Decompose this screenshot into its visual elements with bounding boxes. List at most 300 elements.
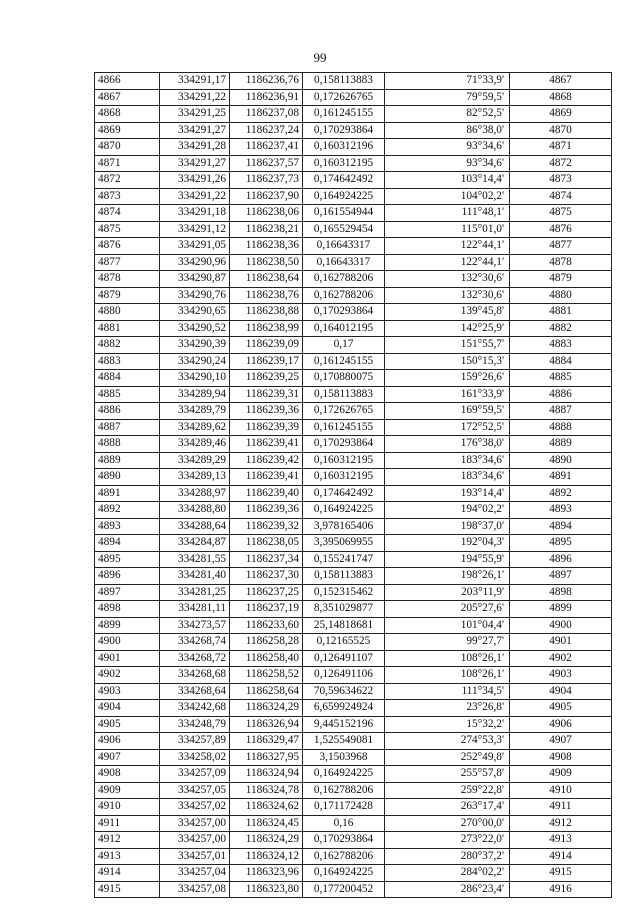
x-coordinate-cell: 334242,68 bbox=[160, 700, 230, 717]
next-point-cell: 4910 bbox=[510, 782, 612, 799]
next-point-cell: 4877 bbox=[510, 238, 612, 255]
next-point-cell: 4893 bbox=[510, 502, 612, 519]
next-point-cell: 4890 bbox=[510, 452, 612, 469]
direction-angle-cell: 169°59,5' bbox=[385, 403, 510, 420]
y-coordinate-cell: 1186258,64 bbox=[230, 683, 303, 700]
distance-cell: 9,445152196 bbox=[303, 716, 385, 733]
direction-angle-cell: 71°33,9' bbox=[385, 73, 510, 90]
next-point-cell: 4871 bbox=[510, 139, 612, 156]
direction-angle-cell: 115°01,0' bbox=[385, 221, 510, 238]
table-row bbox=[95, 766, 612, 783]
direction-angle-cell: 194°55,9' bbox=[385, 551, 510, 568]
x-coordinate-cell: 334291,26 bbox=[160, 172, 230, 189]
distance-cell: 0,174642492 bbox=[303, 485, 385, 502]
distance-cell: 0,160312196 bbox=[303, 139, 385, 156]
table-row bbox=[95, 634, 612, 651]
point-number-cell: 4885 bbox=[95, 386, 160, 403]
next-point-cell: 4908 bbox=[510, 749, 612, 766]
x-coordinate-cell: 334288,80 bbox=[160, 502, 230, 519]
x-coordinate-cell: 334290,24 bbox=[160, 353, 230, 370]
next-point-cell: 4869 bbox=[510, 106, 612, 123]
point-number-cell: 4909 bbox=[95, 782, 160, 799]
x-coordinate-cell: 334289,13 bbox=[160, 469, 230, 486]
point-number-cell: 4883 bbox=[95, 353, 160, 370]
point-number-cell: 4904 bbox=[95, 700, 160, 717]
y-coordinate-cell: 1186323,80 bbox=[230, 881, 303, 898]
point-number-cell: 4907 bbox=[95, 749, 160, 766]
point-number-cell: 4884 bbox=[95, 370, 160, 387]
y-coordinate-cell: 1186239,42 bbox=[230, 452, 303, 469]
y-coordinate-cell: 1186236,91 bbox=[230, 89, 303, 106]
x-coordinate-cell: 334268,64 bbox=[160, 683, 230, 700]
x-coordinate-cell: 334257,09 bbox=[160, 766, 230, 783]
table-row bbox=[95, 221, 612, 238]
table-row bbox=[95, 716, 612, 733]
x-coordinate-cell: 334281,40 bbox=[160, 568, 230, 585]
next-point-cell: 4899 bbox=[510, 601, 612, 618]
direction-angle-cell: 111°34,5' bbox=[385, 683, 510, 700]
direction-angle-cell: 273°22,0' bbox=[385, 832, 510, 849]
table-row bbox=[95, 205, 612, 222]
next-point-cell: 4892 bbox=[510, 485, 612, 502]
point-number-cell: 4878 bbox=[95, 271, 160, 288]
distance-cell: 0,160312195 bbox=[303, 469, 385, 486]
direction-angle-cell: 132°30,6' bbox=[385, 271, 510, 288]
direction-angle-cell: 252°49,8' bbox=[385, 749, 510, 766]
y-coordinate-cell: 1186258,40 bbox=[230, 650, 303, 667]
point-number-cell: 4874 bbox=[95, 205, 160, 222]
distance-cell: 0,158113883 bbox=[303, 568, 385, 585]
direction-angle-cell: 198°26,1' bbox=[385, 568, 510, 585]
next-point-cell: 4901 bbox=[510, 634, 612, 651]
point-number-cell: 4912 bbox=[95, 832, 160, 849]
y-coordinate-cell: 1186238,99 bbox=[230, 320, 303, 337]
direction-angle-cell: 101°04,4' bbox=[385, 617, 510, 634]
next-point-cell: 4909 bbox=[510, 766, 612, 783]
x-coordinate-cell: 334289,79 bbox=[160, 403, 230, 420]
table-row bbox=[95, 683, 612, 700]
direction-angle-cell: 280°37,2' bbox=[385, 848, 510, 865]
y-coordinate-cell: 1186238,50 bbox=[230, 254, 303, 271]
point-number-cell: 4873 bbox=[95, 188, 160, 205]
point-number-cell: 4887 bbox=[95, 419, 160, 436]
distance-cell: 0,155241747 bbox=[303, 551, 385, 568]
direction-angle-cell: 176°38,0' bbox=[385, 436, 510, 453]
distance-cell: 0,161245155 bbox=[303, 106, 385, 123]
y-coordinate-cell: 1186239,17 bbox=[230, 353, 303, 370]
x-coordinate-cell: 334281,55 bbox=[160, 551, 230, 568]
next-point-cell: 4897 bbox=[510, 568, 612, 585]
point-number-cell: 4867 bbox=[95, 89, 160, 106]
table-row bbox=[95, 617, 612, 634]
x-coordinate-cell: 334290,65 bbox=[160, 304, 230, 321]
x-coordinate-cell: 334289,29 bbox=[160, 452, 230, 469]
distance-cell: 0,172626765 bbox=[303, 403, 385, 420]
direction-angle-cell: 183°34,6' bbox=[385, 452, 510, 469]
direction-angle-cell: 139°45,8' bbox=[385, 304, 510, 321]
table-row bbox=[95, 535, 612, 552]
point-number-cell: 4906 bbox=[95, 733, 160, 750]
distance-cell: 0,152315462 bbox=[303, 584, 385, 601]
point-number-cell: 4915 bbox=[95, 881, 160, 898]
next-point-cell: 4902 bbox=[510, 650, 612, 667]
table-row bbox=[95, 155, 612, 172]
direction-angle-cell: 263°17,4' bbox=[385, 799, 510, 816]
distance-cell: 0,164924225 bbox=[303, 766, 385, 783]
y-coordinate-cell: 1186324,94 bbox=[230, 766, 303, 783]
table-row bbox=[95, 832, 612, 849]
next-point-cell: 4905 bbox=[510, 700, 612, 717]
distance-cell: 1,525549081 bbox=[303, 733, 385, 750]
table-row bbox=[95, 353, 612, 370]
y-coordinate-cell: 1186238,88 bbox=[230, 304, 303, 321]
distance-cell: 6,659924924 bbox=[303, 700, 385, 717]
x-coordinate-cell: 334291,28 bbox=[160, 139, 230, 156]
x-coordinate-cell: 334290,87 bbox=[160, 271, 230, 288]
x-coordinate-cell: 334257,04 bbox=[160, 865, 230, 882]
table-row bbox=[95, 89, 612, 106]
x-coordinate-cell: 334257,00 bbox=[160, 832, 230, 849]
point-number-cell: 4892 bbox=[95, 502, 160, 519]
next-point-cell: 4916 bbox=[510, 881, 612, 898]
direction-angle-cell: 274°53,3' bbox=[385, 733, 510, 750]
y-coordinate-cell: 1186237,25 bbox=[230, 584, 303, 601]
distance-cell: 0,170293864 bbox=[303, 436, 385, 453]
x-coordinate-cell: 334290,52 bbox=[160, 320, 230, 337]
direction-angle-cell: 255°57,8' bbox=[385, 766, 510, 783]
point-number-cell: 4870 bbox=[95, 139, 160, 156]
table-row bbox=[95, 403, 612, 420]
table-row bbox=[95, 667, 612, 684]
direction-angle-cell: 198°37,0' bbox=[385, 518, 510, 535]
distance-cell: 0,126491106 bbox=[303, 667, 385, 684]
point-number-cell: 4897 bbox=[95, 584, 160, 601]
direction-angle-cell: 205°27,6' bbox=[385, 601, 510, 618]
distance-cell: 0,170880075 bbox=[303, 370, 385, 387]
next-point-cell: 4885 bbox=[510, 370, 612, 387]
table-row bbox=[95, 271, 612, 288]
y-coordinate-cell: 1186238,36 bbox=[230, 238, 303, 255]
point-number-cell: 4868 bbox=[95, 106, 160, 123]
y-coordinate-cell: 1186239,41 bbox=[230, 436, 303, 453]
y-coordinate-cell: 1186239,36 bbox=[230, 403, 303, 420]
table-row bbox=[95, 799, 612, 816]
next-point-cell: 4891 bbox=[510, 469, 612, 486]
direction-angle-cell: 122°44,1' bbox=[385, 254, 510, 271]
table-row bbox=[95, 139, 612, 156]
coordinates-table-body bbox=[95, 73, 612, 898]
point-number-cell: 4914 bbox=[95, 865, 160, 882]
x-coordinate-cell: 334268,68 bbox=[160, 667, 230, 684]
y-coordinate-cell: 1186324,29 bbox=[230, 700, 303, 717]
direction-angle-cell: 286°23,4' bbox=[385, 881, 510, 898]
x-coordinate-cell: 334257,00 bbox=[160, 815, 230, 832]
point-number-cell: 4881 bbox=[95, 320, 160, 337]
distance-cell: 0,172626765 bbox=[303, 89, 385, 106]
next-point-cell: 4903 bbox=[510, 667, 612, 684]
distance-cell: 0,162788206 bbox=[303, 782, 385, 799]
y-coordinate-cell: 1186327,95 bbox=[230, 749, 303, 766]
distance-cell: 0,16 bbox=[303, 815, 385, 832]
table-row bbox=[95, 320, 612, 337]
next-point-cell: 4887 bbox=[510, 403, 612, 420]
direction-angle-cell: 193°14,4' bbox=[385, 485, 510, 502]
table-row bbox=[95, 304, 612, 321]
y-coordinate-cell: 1186239,31 bbox=[230, 386, 303, 403]
next-point-cell: 4907 bbox=[510, 733, 612, 750]
direction-angle-cell: 132°30,6' bbox=[385, 287, 510, 304]
next-point-cell: 4914 bbox=[510, 848, 612, 865]
y-coordinate-cell: 1186238,76 bbox=[230, 287, 303, 304]
y-coordinate-cell: 1186324,78 bbox=[230, 782, 303, 799]
y-coordinate-cell: 1186237,19 bbox=[230, 601, 303, 618]
distance-cell: 0,177200452 bbox=[303, 881, 385, 898]
point-number-cell: 4905 bbox=[95, 716, 160, 733]
point-number-cell: 4872 bbox=[95, 172, 160, 189]
x-coordinate-cell: 334288,64 bbox=[160, 518, 230, 535]
next-point-cell: 4888 bbox=[510, 419, 612, 436]
y-coordinate-cell: 1186239,32 bbox=[230, 518, 303, 535]
point-number-cell: 4901 bbox=[95, 650, 160, 667]
table-row bbox=[95, 782, 612, 799]
direction-angle-cell: 15°32,2' bbox=[385, 716, 510, 733]
next-point-cell: 4870 bbox=[510, 122, 612, 139]
distance-cell: 3,1503968 bbox=[303, 749, 385, 766]
y-coordinate-cell: 1186238,06 bbox=[230, 205, 303, 222]
table-row bbox=[95, 106, 612, 123]
x-coordinate-cell: 334288,97 bbox=[160, 485, 230, 502]
table-row bbox=[95, 485, 612, 502]
direction-angle-cell: 23°26,8' bbox=[385, 700, 510, 717]
direction-angle-cell: 172°52,5' bbox=[385, 419, 510, 436]
point-number-cell: 4869 bbox=[95, 122, 160, 139]
direction-angle-cell: 192°04,3' bbox=[385, 535, 510, 552]
point-number-cell: 4902 bbox=[95, 667, 160, 684]
direction-angle-cell: 108°26,1' bbox=[385, 667, 510, 684]
x-coordinate-cell: 334289,62 bbox=[160, 419, 230, 436]
point-number-cell: 4908 bbox=[95, 766, 160, 783]
distance-cell: 0,158113883 bbox=[303, 386, 385, 403]
table-row bbox=[95, 733, 612, 750]
next-point-cell: 4886 bbox=[510, 386, 612, 403]
table-row bbox=[95, 518, 612, 535]
direction-angle-cell: 79°59,5' bbox=[385, 89, 510, 106]
point-number-cell: 4876 bbox=[95, 238, 160, 255]
distance-cell: 0,164924225 bbox=[303, 865, 385, 882]
next-point-cell: 4878 bbox=[510, 254, 612, 271]
table-row bbox=[95, 749, 612, 766]
y-coordinate-cell: 1186238,64 bbox=[230, 271, 303, 288]
next-point-cell: 4880 bbox=[510, 287, 612, 304]
x-coordinate-cell: 334289,46 bbox=[160, 436, 230, 453]
y-coordinate-cell: 1186239,41 bbox=[230, 469, 303, 486]
table-row bbox=[95, 122, 612, 139]
point-number-cell: 4882 bbox=[95, 337, 160, 354]
distance-cell: 3,978165406 bbox=[303, 518, 385, 535]
distance-cell: 0,164012195 bbox=[303, 320, 385, 337]
direction-angle-cell: 93°34,6' bbox=[385, 139, 510, 156]
point-number-cell: 4894 bbox=[95, 535, 160, 552]
distance-cell: 70,59634622 bbox=[303, 683, 385, 700]
point-number-cell: 4880 bbox=[95, 304, 160, 321]
distance-cell: 0,158113883 bbox=[303, 73, 385, 90]
y-coordinate-cell: 1186324,29 bbox=[230, 832, 303, 849]
next-point-cell: 4884 bbox=[510, 353, 612, 370]
x-coordinate-cell: 334291,17 bbox=[160, 73, 230, 90]
table-row bbox=[95, 337, 612, 354]
distance-cell: 0,161554944 bbox=[303, 205, 385, 222]
distance-cell: 0,162788206 bbox=[303, 287, 385, 304]
x-coordinate-cell: 334291,22 bbox=[160, 188, 230, 205]
next-point-cell: 4881 bbox=[510, 304, 612, 321]
next-point-cell: 4889 bbox=[510, 436, 612, 453]
x-coordinate-cell: 334257,08 bbox=[160, 881, 230, 898]
point-number-cell: 4889 bbox=[95, 452, 160, 469]
next-point-cell: 4894 bbox=[510, 518, 612, 535]
y-coordinate-cell: 1186237,57 bbox=[230, 155, 303, 172]
distance-cell: 0,171172428 bbox=[303, 799, 385, 816]
y-coordinate-cell: 1186324,62 bbox=[230, 799, 303, 816]
direction-angle-cell: 82°52,5' bbox=[385, 106, 510, 123]
x-coordinate-cell: 334290,76 bbox=[160, 287, 230, 304]
point-number-cell: 4910 bbox=[95, 799, 160, 816]
distance-cell: 0,174642492 bbox=[303, 172, 385, 189]
table-row bbox=[95, 502, 612, 519]
next-point-cell: 4872 bbox=[510, 155, 612, 172]
distance-cell: 0,160312195 bbox=[303, 452, 385, 469]
direction-angle-cell: 259°22,8' bbox=[385, 782, 510, 799]
next-point-cell: 4882 bbox=[510, 320, 612, 337]
next-point-cell: 4867 bbox=[510, 73, 612, 90]
table-row bbox=[95, 865, 612, 882]
table-row bbox=[95, 287, 612, 304]
x-coordinate-cell: 334291,22 bbox=[160, 89, 230, 106]
y-coordinate-cell: 1186238,21 bbox=[230, 221, 303, 238]
distance-cell: 0,164924225 bbox=[303, 188, 385, 205]
direction-angle-cell: 150°15,3' bbox=[385, 353, 510, 370]
point-number-cell: 4903 bbox=[95, 683, 160, 700]
direction-angle-cell: 86°38,0' bbox=[385, 122, 510, 139]
x-coordinate-cell: 334290,10 bbox=[160, 370, 230, 387]
point-number-cell: 4911 bbox=[95, 815, 160, 832]
x-coordinate-cell: 334291,18 bbox=[160, 205, 230, 222]
direction-angle-cell: 270°00,0' bbox=[385, 815, 510, 832]
table-row bbox=[95, 881, 612, 898]
direction-angle-cell: 93°34,6' bbox=[385, 155, 510, 172]
point-number-cell: 4890 bbox=[95, 469, 160, 486]
next-point-cell: 4876 bbox=[510, 221, 612, 238]
y-coordinate-cell: 1186239,36 bbox=[230, 502, 303, 519]
table-row bbox=[95, 848, 612, 865]
x-coordinate-cell: 334273,57 bbox=[160, 617, 230, 634]
next-point-cell: 4900 bbox=[510, 617, 612, 634]
table-row bbox=[95, 73, 612, 90]
x-coordinate-cell: 334281,11 bbox=[160, 601, 230, 618]
y-coordinate-cell: 1186239,39 bbox=[230, 419, 303, 436]
point-number-cell: 4875 bbox=[95, 221, 160, 238]
y-coordinate-cell: 1186237,08 bbox=[230, 106, 303, 123]
point-number-cell: 4888 bbox=[95, 436, 160, 453]
x-coordinate-cell: 334291,27 bbox=[160, 122, 230, 139]
next-point-cell: 4868 bbox=[510, 89, 612, 106]
distance-cell: 0,126491107 bbox=[303, 650, 385, 667]
point-number-cell: 4900 bbox=[95, 634, 160, 651]
y-coordinate-cell: 1186258,28 bbox=[230, 634, 303, 651]
direction-angle-cell: 122°44,1' bbox=[385, 238, 510, 255]
x-coordinate-cell: 334291,05 bbox=[160, 238, 230, 255]
point-number-cell: 4899 bbox=[95, 617, 160, 634]
x-coordinate-cell: 334268,74 bbox=[160, 634, 230, 651]
table-row bbox=[95, 254, 612, 271]
next-point-cell: 4904 bbox=[510, 683, 612, 700]
next-point-cell: 4913 bbox=[510, 832, 612, 849]
coordinates-table bbox=[94, 72, 612, 898]
distance-cell: 0,165529454 bbox=[303, 221, 385, 238]
table-row bbox=[95, 386, 612, 403]
table-row bbox=[95, 601, 612, 618]
point-number-cell: 4898 bbox=[95, 601, 160, 618]
table-row bbox=[95, 370, 612, 387]
y-coordinate-cell: 1186237,34 bbox=[230, 551, 303, 568]
point-number-cell: 4895 bbox=[95, 551, 160, 568]
x-coordinate-cell: 334284,87 bbox=[160, 535, 230, 552]
x-coordinate-cell: 334290,96 bbox=[160, 254, 230, 271]
direction-angle-cell: 161°33,9' bbox=[385, 386, 510, 403]
x-coordinate-cell: 334257,01 bbox=[160, 848, 230, 865]
direction-angle-cell: 142°25,9' bbox=[385, 320, 510, 337]
direction-angle-cell: 108°26,1' bbox=[385, 650, 510, 667]
distance-cell: 0,162788206 bbox=[303, 848, 385, 865]
next-point-cell: 4906 bbox=[510, 716, 612, 733]
table-row bbox=[95, 452, 612, 469]
point-number-cell: 4913 bbox=[95, 848, 160, 865]
point-number-cell: 4866 bbox=[95, 73, 160, 90]
direction-angle-cell: 203°11,9' bbox=[385, 584, 510, 601]
direction-angle-cell: 99°27,7' bbox=[385, 634, 510, 651]
x-coordinate-cell: 334291,25 bbox=[160, 106, 230, 123]
direction-angle-cell: 104°02,2' bbox=[385, 188, 510, 205]
next-point-cell: 4898 bbox=[510, 584, 612, 601]
x-coordinate-cell: 334257,05 bbox=[160, 782, 230, 799]
distance-cell: 0,16643317 bbox=[303, 238, 385, 255]
x-coordinate-cell: 334258,02 bbox=[160, 749, 230, 766]
x-coordinate-cell: 334257,02 bbox=[160, 799, 230, 816]
y-coordinate-cell: 1186326,94 bbox=[230, 716, 303, 733]
point-number-cell: 4886 bbox=[95, 403, 160, 420]
next-point-cell: 4895 bbox=[510, 535, 612, 552]
y-coordinate-cell: 1186239,40 bbox=[230, 485, 303, 502]
direction-angle-cell: 111°48,1' bbox=[385, 205, 510, 222]
direction-angle-cell: 284°02,2' bbox=[385, 865, 510, 882]
point-number-cell: 4871 bbox=[95, 155, 160, 172]
direction-angle-cell: 183°34,6' bbox=[385, 469, 510, 486]
table-row bbox=[95, 469, 612, 486]
distance-cell: 0,160312195 bbox=[303, 155, 385, 172]
distance-cell: 25,14818681 bbox=[303, 617, 385, 634]
next-point-cell: 4874 bbox=[510, 188, 612, 205]
x-coordinate-cell: 334291,12 bbox=[160, 221, 230, 238]
y-coordinate-cell: 1186237,24 bbox=[230, 122, 303, 139]
next-point-cell: 4875 bbox=[510, 205, 612, 222]
y-coordinate-cell: 1186323,96 bbox=[230, 865, 303, 882]
table-row bbox=[95, 172, 612, 189]
page-number: 99 bbox=[313, 50, 327, 65]
distance-cell: 0,161245155 bbox=[303, 419, 385, 436]
y-coordinate-cell: 1186237,30 bbox=[230, 568, 303, 585]
point-number-cell: 4893 bbox=[95, 518, 160, 535]
distance-cell: 0,161245155 bbox=[303, 353, 385, 370]
x-coordinate-cell: 334257,89 bbox=[160, 733, 230, 750]
